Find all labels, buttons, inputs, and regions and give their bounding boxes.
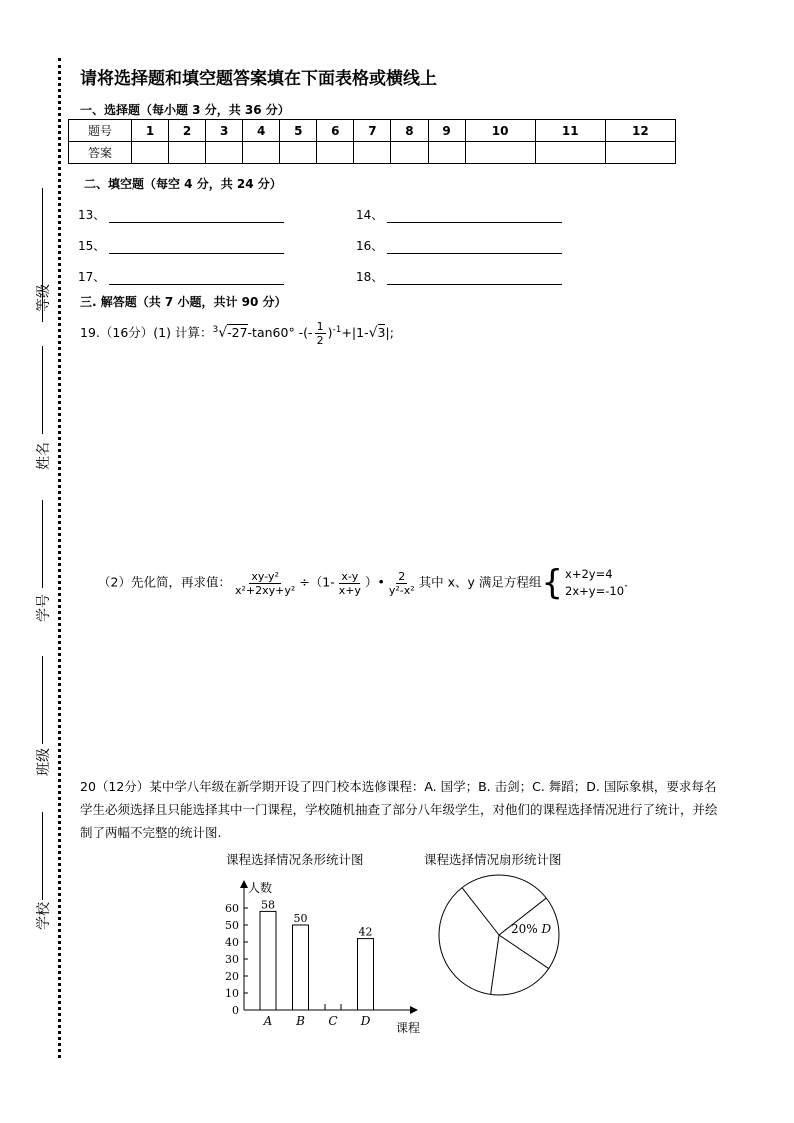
- answer-cell[interactable]: [169, 142, 206, 164]
- q19-prefix: 19.（16分）(1) 计算：: [80, 325, 213, 340]
- pie-slice-label: 20% D: [511, 922, 552, 936]
- category-label: C: [328, 1014, 338, 1028]
- fraction-denominator: x²+2xy+y²: [234, 583, 296, 597]
- table-header-answer: 答案: [69, 142, 132, 164]
- x-axis-arrow-icon: [410, 1006, 418, 1014]
- data-label: 58: [261, 898, 275, 912]
- answer-table: [68, 119, 676, 164]
- field-line-student-id[interactable]: [42, 500, 43, 588]
- table-row: [69, 142, 676, 164]
- fraction-half: [315, 320, 326, 347]
- table-cell: 8: [391, 120, 428, 142]
- blank-label: 16、: [356, 239, 384, 253]
- data-label: 42: [358, 925, 373, 939]
- fraction-denominator: x+y: [338, 583, 361, 597]
- table-cell: 7: [354, 120, 391, 142]
- table-cell: 9: [428, 120, 465, 142]
- bar-chart-title: 课程选择情况条形统计图: [226, 852, 364, 867]
- radicand: -27: [227, 325, 248, 340]
- y-axis-label: 人数: [248, 881, 273, 895]
- answer-cell[interactable]: [317, 142, 354, 164]
- y-tick-label: 20: [225, 970, 239, 983]
- answer-cell[interactable]: [354, 142, 391, 164]
- division-sign: ÷（1-: [299, 574, 335, 590]
- answer-cell[interactable]: [605, 142, 675, 164]
- data-label: 50: [293, 912, 308, 925]
- answer-line[interactable]: [109, 241, 284, 254]
- question-20: 20（12分）某中学八年级在新学期开设了四门校本选修课程：A. 国学；B. 击剑；C. 舞蹈；D. 国际象棋，要求每名学生必须选择且只能选择其中一门课程，学校随机抽查了部分八年级学生，对他们的课程选择情况进行了统计，并绘制了两幅不完整的统计图.: [80, 779, 718, 840]
- table-cell: 2: [169, 120, 206, 142]
- field-line-school[interactable]: [42, 812, 43, 900]
- blank-16: [356, 237, 562, 254]
- y-axis-arrow-icon: [240, 880, 248, 888]
- table-cell: 6: [317, 120, 354, 142]
- table-row: [69, 120, 676, 142]
- answer-cell[interactable]: [206, 142, 243, 164]
- table-cell: 5: [280, 120, 317, 142]
- side-label-name: 姓名: [36, 442, 52, 470]
- table-cell: 1: [132, 120, 169, 142]
- condition-text: 其中 x、y 满足方程组: [418, 574, 542, 590]
- side-label-school: 学校: [36, 902, 52, 930]
- answer-cell[interactable]: [535, 142, 605, 164]
- answer-line[interactable]: [387, 210, 562, 223]
- multiply-dot: ）•: [364, 574, 385, 590]
- radical-sign: √: [368, 325, 378, 341]
- answer-line[interactable]: [109, 272, 284, 285]
- expression-end: |;: [385, 325, 394, 340]
- x-axis-label: 课程: [396, 1021, 421, 1035]
- answer-cell[interactable]: [465, 142, 535, 164]
- blank-label: 15、: [78, 239, 106, 253]
- answer-cell[interactable]: [243, 142, 280, 164]
- q19-part2-prefix: （2）先化简，再求值：: [98, 574, 231, 590]
- answer-line[interactable]: [387, 272, 562, 285]
- period: .: [624, 574, 628, 590]
- table-cell: 4: [243, 120, 280, 142]
- cube-root-index: 3: [212, 324, 219, 335]
- blank-13: [78, 206, 284, 223]
- fraction-numerator: x-y: [341, 569, 359, 583]
- answer-line[interactable]: [109, 210, 284, 223]
- fraction-numerator: 1: [316, 320, 324, 333]
- blank-15: [78, 237, 284, 254]
- fraction-1: [233, 570, 297, 597]
- field-line-name[interactable]: [42, 346, 43, 434]
- equation-system: [541, 563, 625, 603]
- bar-B: [293, 925, 309, 1010]
- y-tick-label: 40: [225, 936, 239, 949]
- table-cell: 12: [605, 120, 675, 142]
- bar-D: [358, 939, 374, 1010]
- fraction-numerator: 2: [398, 569, 406, 583]
- side-label-class: 班级: [36, 748, 52, 776]
- y-tick-label: 10: [225, 987, 239, 1000]
- answer-cell[interactable]: [132, 142, 169, 164]
- fraction-numerator: xy-y²: [251, 569, 279, 583]
- fraction-denominator: y²-x²: [388, 583, 415, 597]
- blank-label: 18、: [356, 270, 384, 284]
- page-title: 请将选择题和填空题答案填在下面表格或横线上: [80, 69, 437, 89]
- y-tick-label: 50: [225, 919, 239, 932]
- pie-chart-title: 课程选择情况扇形统计图: [424, 852, 562, 867]
- equation-2: 2x+y=-10: [565, 584, 625, 598]
- blank-18: [356, 268, 562, 285]
- y-tick-label: 0: [232, 1004, 239, 1017]
- table-cell: 3: [206, 120, 243, 142]
- expression-part: +|1-: [341, 325, 369, 340]
- blank-label: 14、: [356, 208, 384, 222]
- bar-chart: [220, 872, 432, 1038]
- fraction-2: [337, 570, 363, 597]
- section3-heading: 三. 解答题（共 7 小题，共计 90 分）: [80, 295, 287, 309]
- question-19-part2: [98, 563, 628, 603]
- section1-heading: 一、选择题（每小题 3 分，共 36 分）: [80, 103, 290, 117]
- section2-heading: 二、填空题（每空 4 分，共 24 分）: [84, 177, 282, 191]
- y-tick-label: 30: [225, 953, 239, 966]
- answer-cell[interactable]: [280, 142, 317, 164]
- table-cell: 11: [535, 120, 605, 142]
- answer-cell[interactable]: [391, 142, 428, 164]
- table-cell: 10: [465, 120, 535, 142]
- fraction-3: [387, 570, 417, 597]
- category-label: B: [296, 1014, 305, 1028]
- blank-14: [356, 206, 562, 223]
- blank-label: 13、: [78, 208, 106, 222]
- table-header-number: 题号: [69, 120, 132, 142]
- category-label: A: [263, 1014, 273, 1028]
- blank-label: 17、: [78, 270, 106, 284]
- blank-17: [78, 268, 284, 285]
- question-19-part1: 19.（16分）(1) 计算：$^3$√-27-tan60° -(- $\frac{1}{2}$ )$^{-1}$+|1-√3|;: [80, 320, 394, 347]
- exponent: -1: [332, 324, 342, 335]
- fraction-denominator: 2: [316, 334, 324, 347]
- y-tick-label: 60: [225, 902, 239, 915]
- side-label-student-id: 学号: [36, 594, 52, 622]
- answer-line[interactable]: [387, 241, 562, 254]
- radical-sign: √: [218, 325, 228, 341]
- bar-A: [260, 911, 276, 1010]
- equation-1: x+2y=4: [565, 567, 613, 581]
- side-label-grade: 等级: [36, 284, 52, 312]
- pie-chart: [436, 872, 562, 998]
- radicand: 3: [377, 325, 386, 340]
- field-line-class[interactable]: [42, 656, 43, 744]
- category-label: D: [360, 1014, 371, 1028]
- answer-cell[interactable]: [428, 142, 465, 164]
- brace-icon: {: [541, 563, 564, 603]
- binding-dotted-line: [58, 58, 61, 1058]
- expression-part: -tan60° -(-: [247, 325, 313, 340]
